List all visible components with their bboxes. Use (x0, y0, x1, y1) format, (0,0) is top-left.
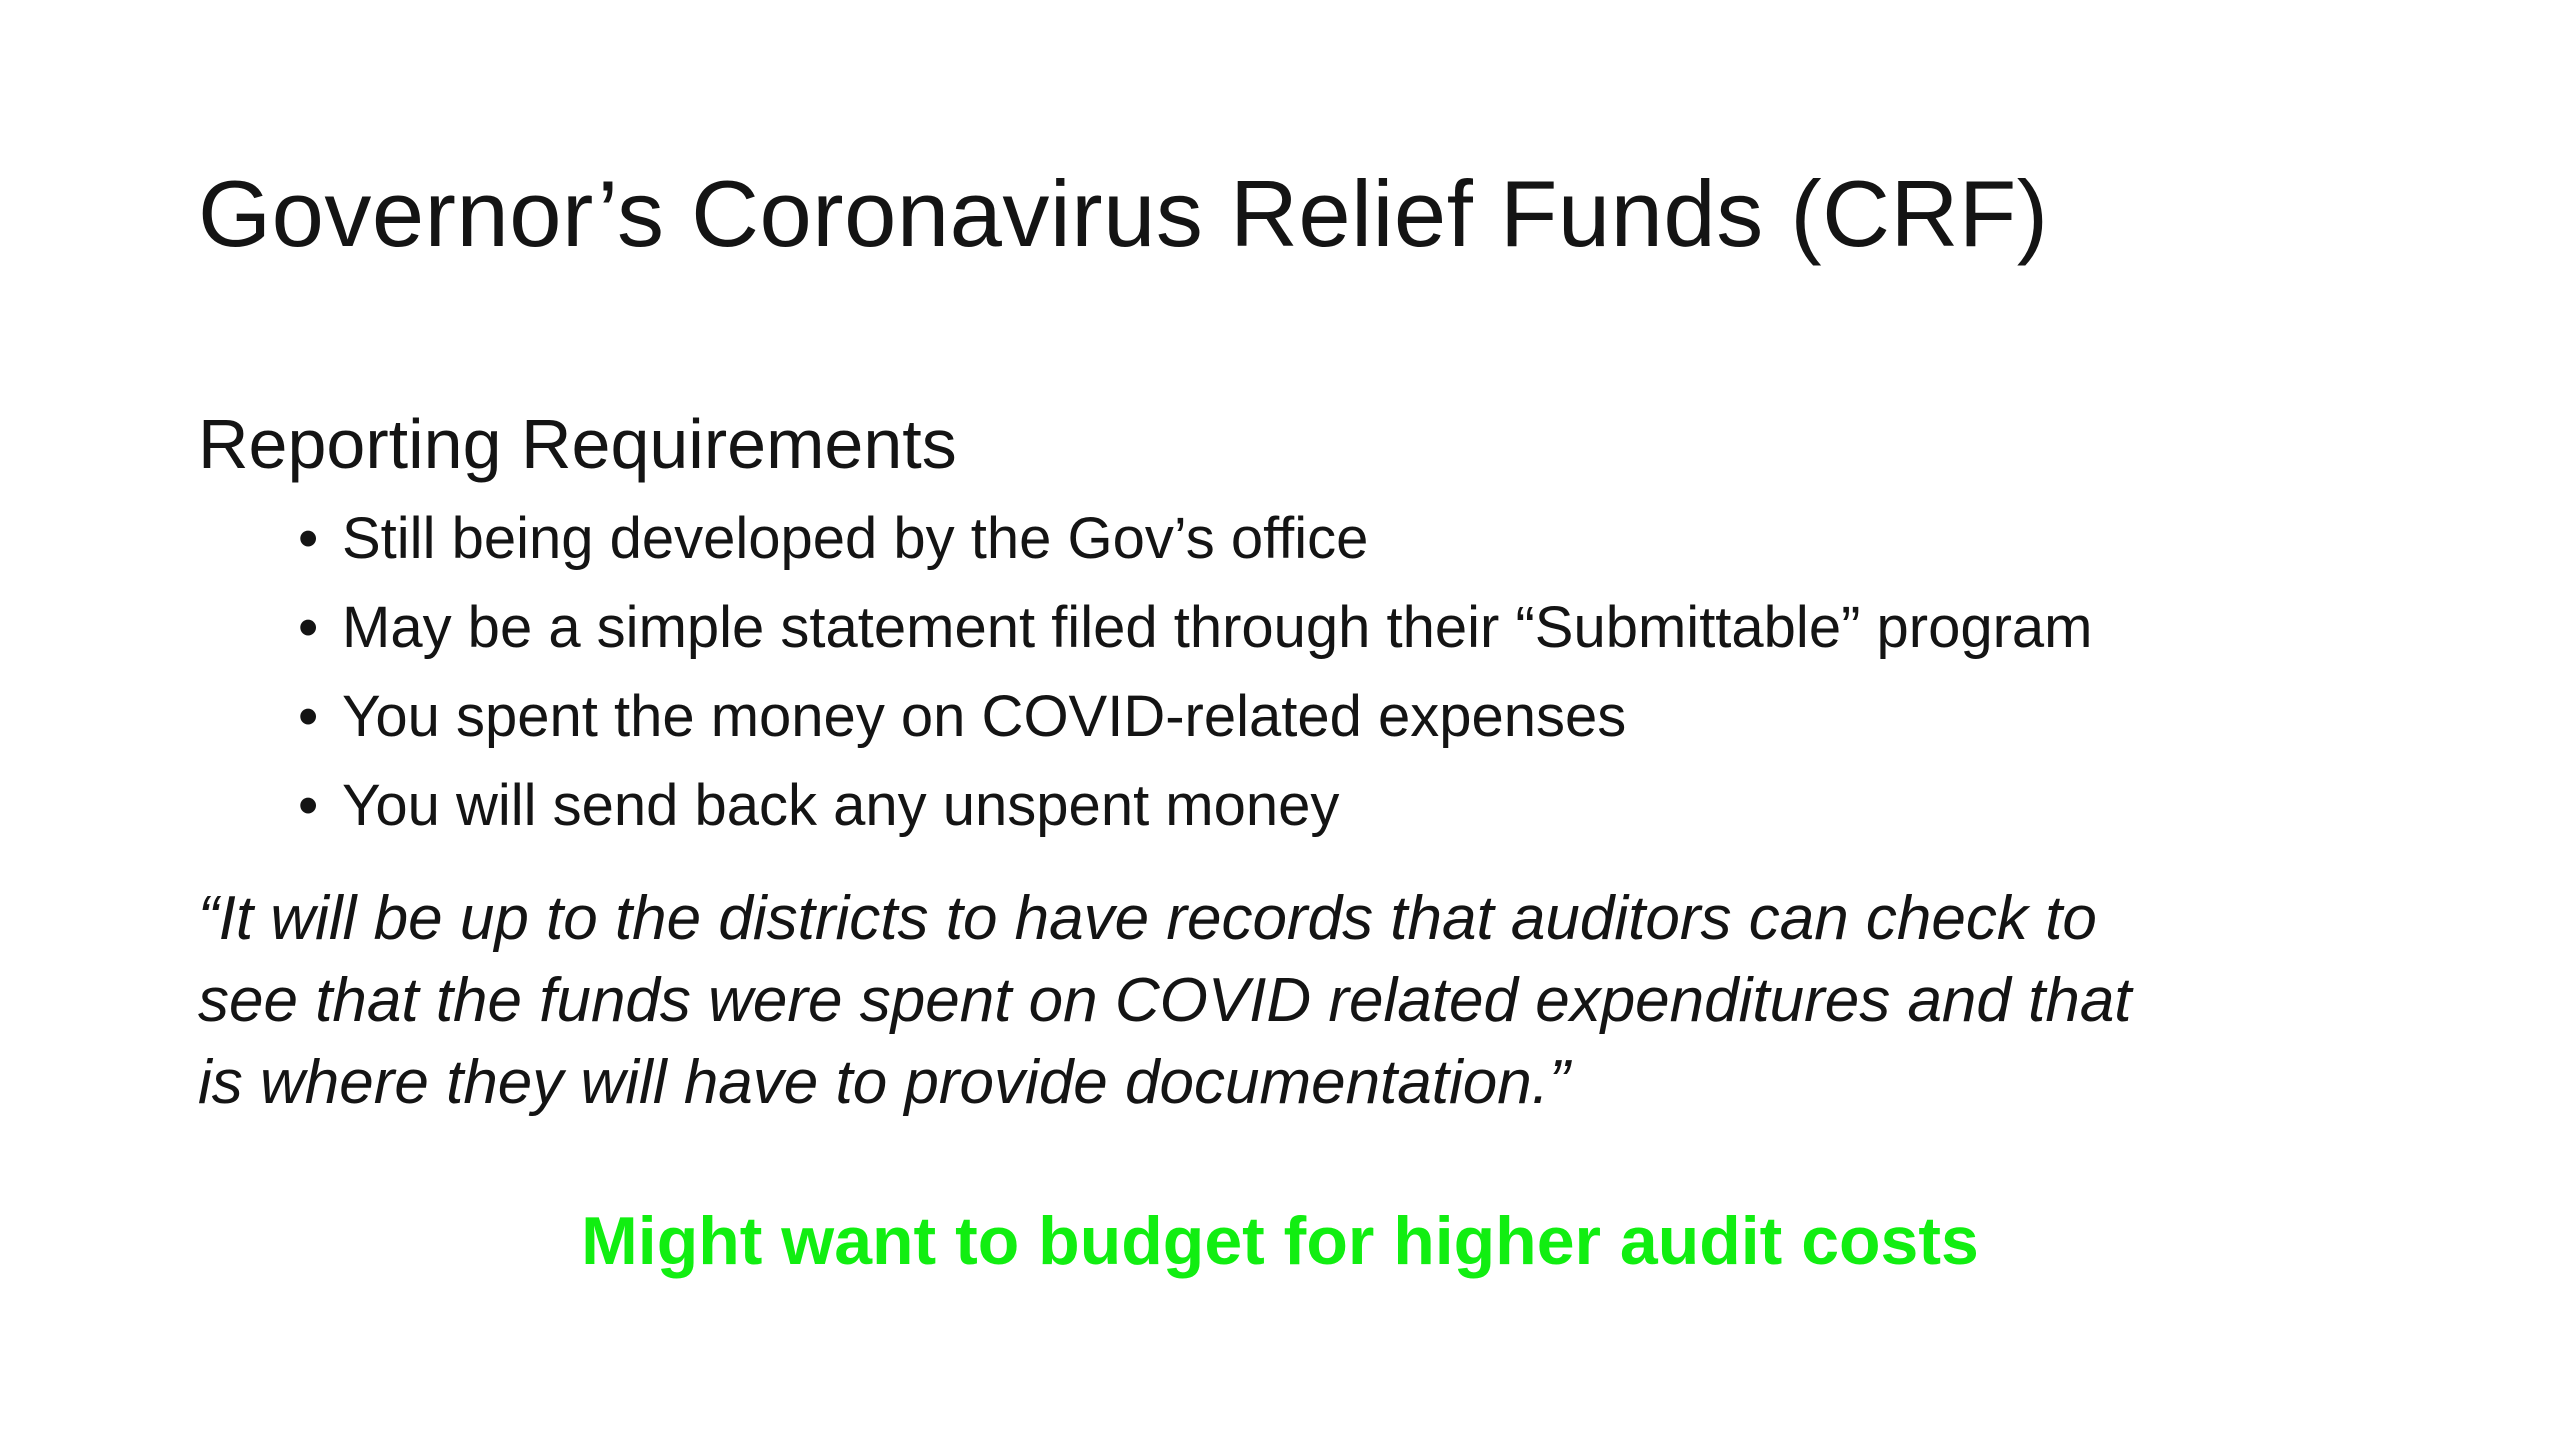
bullet-item (292, 684, 2092, 773)
section-heading: Reporting Requirements (198, 405, 957, 483)
quote-line: is where they will have to provide documentation.” (198, 1048, 1570, 1117)
bullet-icon: • (298, 684, 319, 749)
quote-line: see that the funds were spent on COVID related expenditures and that (198, 966, 2132, 1035)
bullet-text: You spent the money on COVID-related expenses (342, 684, 1627, 749)
callout-text: Might want to budget for higher audit costs (581, 1203, 1979, 1279)
bullet-item (292, 773, 2092, 862)
slide-title: Governor’s Coronavirus Relief Funds (CRF) (198, 161, 2049, 266)
bullet-text: May be a simple statement filed through their “Submittable” program (342, 595, 2093, 660)
bullet-icon: • (298, 595, 319, 660)
quote-block (198, 878, 2398, 1124)
bullet-text: Still being developed by the Gov’s office (342, 506, 1369, 571)
bullet-text: You will send back any unspent money (342, 773, 1340, 838)
bullet-item (292, 506, 2092, 595)
bullet-list (292, 506, 2092, 862)
bullet-icon: • (298, 506, 319, 571)
bullet-item (292, 595, 2092, 684)
quote-line: “It will be up to the districts to have records that auditors can check to (198, 884, 2097, 953)
bullet-icon: • (298, 773, 319, 838)
